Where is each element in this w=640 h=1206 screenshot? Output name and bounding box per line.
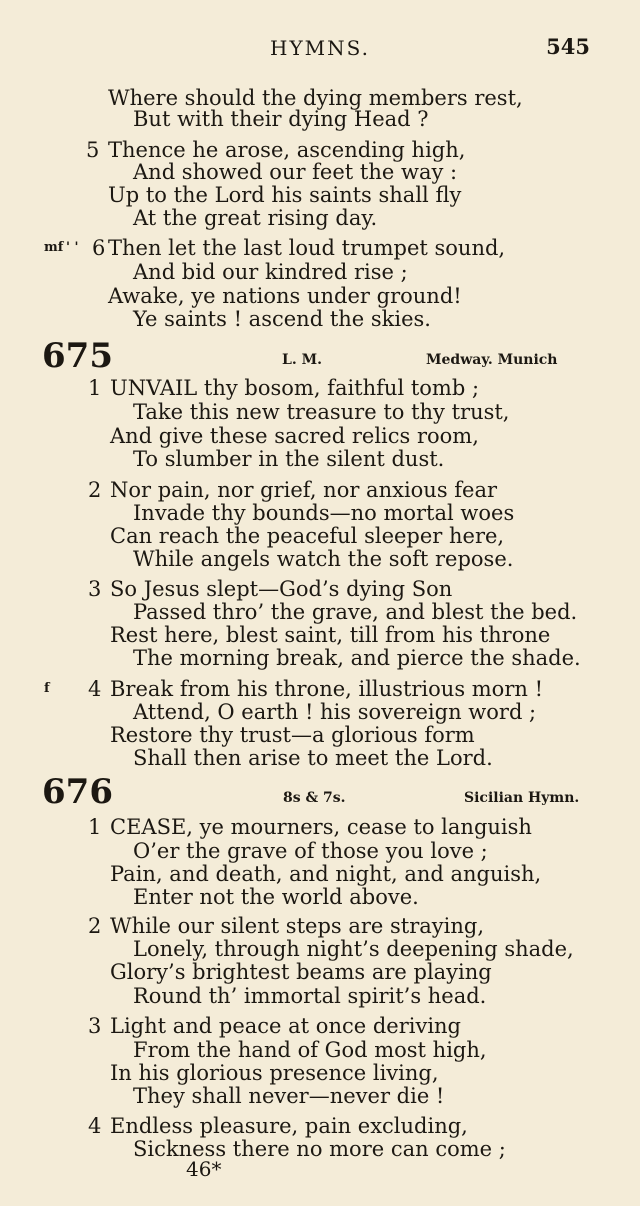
- verse-line: Sickness there no more can come ;: [133, 1137, 506, 1161]
- verse-line: Take this new treasure to thy trust,: [133, 400, 510, 424]
- verse-line: While angels watch the soft repose.: [133, 547, 514, 571]
- verse-line: Thence he arose, ascending high,: [108, 138, 466, 162]
- verse-number: 3: [88, 577, 102, 601]
- verse-line: In his glorious presence living,: [110, 1061, 439, 1085]
- verse-line: Then let the last loud trumpet sound,: [108, 236, 506, 260]
- hymn-meter: 8s & 7s.: [283, 790, 346, 806]
- verse-line: Light and peace at once deriving: [110, 1014, 462, 1038]
- verse-number: 5: [86, 138, 100, 162]
- signature-mark: 46*: [186, 1157, 222, 1181]
- page-number: 545: [546, 34, 590, 59]
- verse-line: O’er the grave of those you love ;: [133, 839, 488, 863]
- verse-line: CEASE, ye mourners, cease to languish: [110, 815, 532, 839]
- verse-line: Endless pleasure, pain excluding,: [110, 1114, 468, 1138]
- verse-line: From the hand of God most high,: [133, 1038, 487, 1062]
- verse-line: Invade thy bounds—no mortal woes: [133, 501, 515, 525]
- verse-line: UNVAIL thy bosom, faithful tomb ;: [110, 376, 480, 400]
- verse-line: Rest here, blest saint, till from his throne: [110, 623, 551, 647]
- verse-line: At the great rising day.: [133, 206, 378, 230]
- verse-line: And showed our feet the way :: [133, 160, 458, 184]
- verse-line: Shall then arise to meet the Lord.: [133, 746, 493, 770]
- verse-line: Ye saints ! ascend the skies.: [133, 307, 431, 331]
- verse-line: Glory’s brightest beams are playing: [110, 960, 492, 984]
- verse-line: Passed thro’ the grave, and blest the bed.: [133, 600, 578, 624]
- verse-line: While our silent steps are straying,: [110, 914, 485, 938]
- dynamic-marking: mf: [44, 240, 64, 255]
- verse-line: Break from his throne, illustrious morn !: [110, 677, 544, 701]
- hymn-number: 676: [42, 772, 113, 812]
- verse-number: 4: [88, 677, 102, 701]
- verse-line: So Jesus slept—God’s dying Son: [110, 577, 453, 601]
- verse-line: Restore thy trust—a glorious form: [110, 723, 475, 747]
- hymn-meter: L. M.: [282, 352, 322, 368]
- dynamic-marking: f: [44, 681, 50, 696]
- verse-line: Attend, O earth ! his sovereign word ;: [133, 700, 537, 724]
- verse-line: Pain, and death, and night, and anguish,: [110, 862, 542, 886]
- hymn-number: 675: [42, 336, 113, 376]
- verse-line: Enter not the world above.: [133, 885, 419, 909]
- verse-line: Lonely, through night’s deepening shade,: [133, 937, 574, 961]
- verse-line: Round th’ immortal spirit’s head.: [133, 984, 487, 1008]
- verse-line: They shall never—never die !: [133, 1084, 445, 1108]
- verse-line: The morning break, and pierce the shade.: [133, 646, 581, 670]
- verse-number: 2: [88, 478, 102, 502]
- verse-line: And give these sacred relics room,: [110, 424, 479, 448]
- tune-names: Medway. Munich: [426, 352, 558, 368]
- verse-line: And bid our kindred rise ;: [133, 260, 408, 284]
- verse-number: 2: [88, 914, 102, 938]
- verse-number: 3: [88, 1014, 102, 1038]
- verse-number: 1: [88, 815, 102, 839]
- verse-line: Up to the Lord his saints shall fly: [108, 183, 462, 207]
- verse-line: Can reach the peaceful sleeper here,: [110, 524, 505, 548]
- verse-line: To slumber in the silent dust.: [133, 447, 445, 471]
- verse-number: 1: [88, 376, 102, 400]
- verse-line: Nor pain, nor grief, nor anxious fear: [110, 478, 498, 502]
- verse-line: Where should the dying members rest,: [108, 86, 523, 110]
- verse-number: 6: [92, 236, 106, 260]
- verse-number: 4: [88, 1114, 102, 1138]
- verse-line: But with their dying Head ?: [133, 107, 429, 131]
- running-head: HYMNS.: [270, 36, 370, 60]
- verse-line: Awake, ye nations under ground!: [108, 284, 462, 308]
- dynamic-tick: ' ': [66, 240, 79, 255]
- tune-names: Sicilian Hymn.: [464, 790, 580, 806]
